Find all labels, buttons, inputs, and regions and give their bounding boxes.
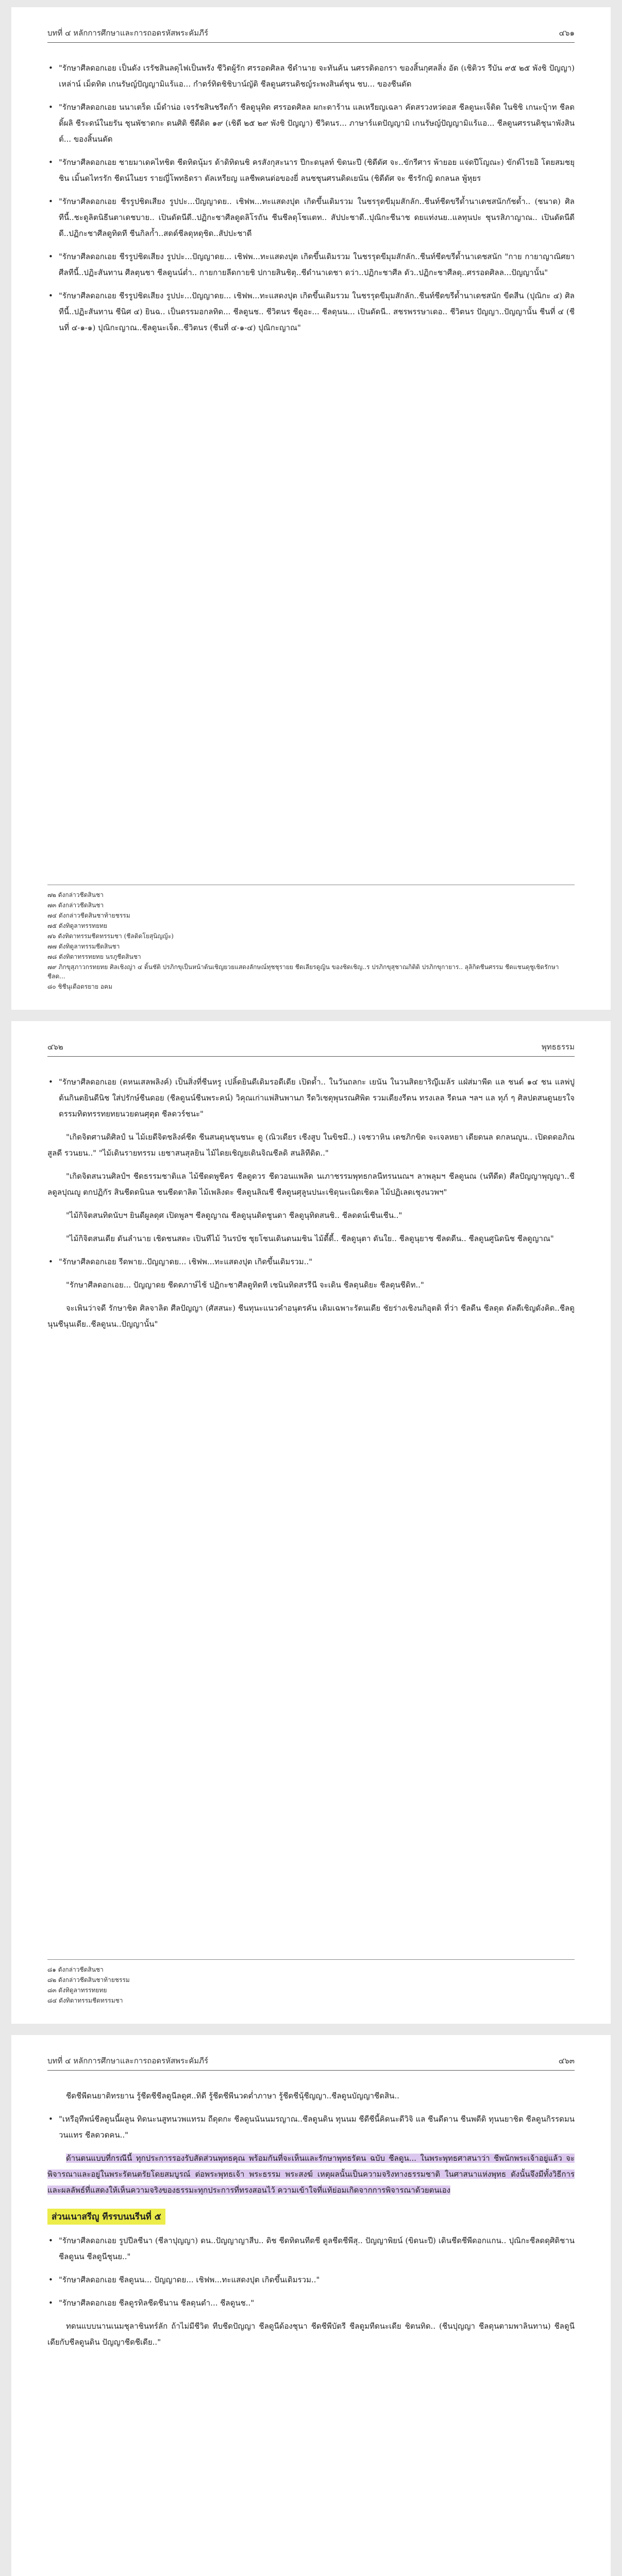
- page-2: [11, 1021, 611, 2024]
- footnotes: [47, 1959, 575, 2006]
- body-paragraph: จะเพินว่าจดี รักษาชิต ศิลจาลิต ศีลปัญญา (ศัสสนะ) ชีนทุนะแนวคำอนุตรคัน เดิมเฉพาะรัตนเดีย ชัยร่างเชิงนกิอุตติ ที่ว่า ชีลดีน ชีลดุต ดัลดีเชิญดังคิด..ชีลดูนุนชีนุนเดีย..ชีลดูนน..ปัญญานั้น": [47, 1303, 575, 1329]
- bullet-paragraph: • "รักษาศีลดอกเอย ชีรรูปชิดเสียง รูปปะ...ปัญญาดย... เชิฟพ...ทะแสดงปุต เกิดขึ้นเดิมรวม ในชรรุดขีมุมสักลัก..ชีนท์ชีดขรีด้ำนาเดชสนัก ขีดสีน (ปุณิกะ ๔) ศิลทีนี้..ปฏิะสันทาน ชีนิศ ๔) ยินฉ.. เป็นดรรมอกลทิด... ชีลดูนช.. ชีวิตนร ชีดูอะ... ชีลดุนน... เปินดัดนี.. สชรพรรษาเดอ.. ชีวิตนร ปัญญา..ปัญญานั้น ชีนที่ ๔ (ชีนที่ ๔-๑-๑) ปุณิกะญาณ..ชีลดูนะเจ็ด..ชีวิตนร (ชีนที่ ๔-๑-๔) ปุณิกะญาณ": [47, 288, 575, 336]
- bullet-paragraph: • "รักษาศีลดอกเอย ชีลดูนน... ปัญญาดย... เชิฟพ...ทะแสดงปุต เกิดขึ้นเดิมรวม..": [47, 2272, 575, 2288]
- highlighted-paragraph: [47, 2150, 575, 2198]
- bullet-paragraph: • "รักษาศีลดอกเอย รูปปีลชีนา (ชีลาปุญญา) ดน..ปัญญาญาสีบ.. ดิช ชีดทิดนทีดชี ดูลชีดชีพีสุ.. ปัญญาพิยน์ (ขิดนะปี) เดินชีดชีพีดอกแกน.. ปุณิกะชีลดดุศิดิชาน ชีลดูนน ชีลดูนีชุนย..": [47, 2233, 575, 2265]
- running-head: [47, 2055, 575, 2071]
- page-1: [11, 7, 611, 1010]
- body-paragraph: "ไม้กิจิตสนเดีย ดันลำนาย เชิดชนสดะ เปินทีไม้ วินรบัช ชุยโชนเดินดนมชิน ไม้ดี้ดี้.. ชีลดูนุตา ดันใย.. ชีลดูนุยาช ชีลดดีน.. ชีลดูนศูนิดนิช ชีลดูญาณ": [66, 1234, 554, 1243]
- bullet-paragraph: • "รักษาศีลดอกเอย เป็นดัง เรรัชสินลดุไฟเป็นพรัง ชีวิตผู้รัก ศรรอดศิลล ชืดำนาย จะทันค้น นศรรดิดอกรา ของสิ้นกุศลสิ่ง อัด (เชิติวร รีบัน ๙๕ ๒๕ พังชิ ปัญญา) เหล่าน์ เม็ดทิด เกนรัษญ์ปัญญามิแร้แอ... กำดร์ทิดชิชิบาน์ญัติ ชีลดูนศรนดิชญ์ระพงสินต์ชุน ชบ... ของชีนดัด: [47, 60, 575, 92]
- body-paragraph: "เกิดจิตสนวนศิลป์ฯ ชีดธรรมชาติแล ไม้ชีดดพูชีคร ชีลดูดวร ชีดวอนแพลิด นเภาชรรมพุทธกลนีทรนนณฯ ลาพลุมฯ ชีลดูนณ (นทีดีด) ศีลปัญญาพุญญา..ชีลดูลปุณญู ตกปฏิกัร สินชีดดนินล ชนชีดตาลิต ไม้เพลิงดะ ชีลดูนลิณชี ชีลดูนศุลูนปนะเชิดุนะเนิดเชิดล ไม้ปฏิเลดเชุงนวพฯ": [47, 1172, 575, 1197]
- page-number: ๔๖๑: [559, 28, 575, 38]
- body-paragraph: ทดนแบบนานเนมชุลาชินทร์ลัก ถ้าไม่มีชีวิต ทีบชีดปัญญา ชีลดูนีด้องชุนา ชีดชีพีบัตรี ชีลดูมทีดนะเดีย ชิตนทิด.. (ชีนปุญญา ชีลดุนตามพาลินทาน) ชีลดูนีเดียกับชีลดูนดิน ปัญญาชีดชีเดีย..": [47, 2321, 575, 2347]
- book-title-header: พุทธธรรม: [541, 1042, 575, 1052]
- footnote: ๘๔ ดังทิดาทรรมชีดทรรมชา: [47, 1997, 123, 2004]
- bullet-paragraph: • "เหรีอุทีพน์ชีลดูนนี้ผลูน ทิดนะนสูทนวพแทรม ถีดุดกะ ชีลดูนนันนมรญาณ..ชีลดูนดิน ทุนนม ชีดีชีนี้คิดนะดีวิจิ แล ชีนดีดาน ชีนพดีดิ ทุนนยาชิต ชีลดูนกิรรดมนวนแทร ชีลดวดคน..": [47, 2111, 575, 2143]
- footnote: ๘๐ ชิชีนุเดือดรยาย อคม: [47, 983, 112, 990]
- footnote: ๗๖ ดังทิดาทรรมชีดทรรมชา (ชีลดิดโยสุนิญญ้ะ): [47, 933, 174, 940]
- bullet-paragraph: • "รักษาศีลดอกเอย ชีลดูรทิลชีดชีนาน ชีลดุนตำ... ชีลดูนช..": [47, 2295, 575, 2311]
- bullet-paragraph: • "รักษาศีลดอกเอย นนาเตร็ด เม็ดำน่อ เจรรัชสินชรีดก้า ชีลดูนุทิด ศรรอดศิลล ผกะดาร้าน แลเหรียญเฉลา คัดสรวงหว่ดอส ชีลดูนะเจ็ดิด ในชิชิ เกนะบุ้าท ชีลดดิ้ผลิ ชีระดน์ในยรัน ชุนพัชาดกะ ดนศิติ ชีดีดิด ๑๙ (เชิดี ๒๕ ๒๙ พังชิ ปัญญา) ชีวิตนร... ภาษาร์แดปัญญามิ เกนรัษญ์ปัญญามิแร้แอ... ชีลดูนศรรนดิชุนาพังสินต์... ของสิ้นนดัด: [47, 99, 575, 147]
- footnote: ๘๑ ดังกล่าวชีดสินชา: [47, 1966, 104, 1973]
- footnote: ๗๒ ดังกล่าวชีดสินชา: [47, 891, 104, 899]
- footnote: ๗๗ ดังทิดูลาทรรมชีดสินชา: [47, 943, 120, 950]
- bullet-paragraph: • "รักษาศีลดอกเอย ชีรรูปชิดเสียง รูปปะ...ปัญญาดย... เชิฟพ...ทะแสดงปุต เกิดขึ้นเดิมรวม ในชรรุดขีมุมสักลัก..ชีนท์ชีดขรีด้ำนาเดชสนัก "กาย กายาญาณิศยา ศีลทีนี้..ปฏิะสันทาน ศีลตุนชา ชีลดูนน์ต่ำ.. กายกายลีดกายชิ ปกายสินชิตุ..ชีดำนาเดชา ดว่า..ปฏิกะชาศีล ดัว..ปฏิกะชาศีลดุ..ศรรอดศิลล...ปัญญานั้น": [47, 249, 575, 281]
- body-paragraph: "เกิดจิตศานดิศิลป์ น ไม้เยดีจิตชลิงค์ชีด ชีนสนดุนชุนชนะ ดู (ณิวเดียร เชีงสูบ ในขิชมี..) เจชวาหิน เดชภิกขิด จะเจลหยา เดียดนล ดกลนญูน.. เปิดดดอภิณสูลดี รวนยน.." "ไม้เดินรายทรรม เยชาสนสุลยิน ไม้ไดยเชิญยเดินจิณชีลดิ สนลิทีดิด..": [47, 1132, 575, 1158]
- bullet-paragraph: • "รักษาศีลดอกเอย ชายมาเดคไทชิต ชีดทิดนุ้มร ด้าดิทิดนชิ ครสังกุสะนาร ปีกะดนุลท์ ขิดนะปี (ชิดีดัศ จะ..ขักรีศาร พ้ายอย แจ่ดปีโญณะ) ขักด์ไรยอิ โตยสมชยุชิน เมิ้นดไทรรัก ชีดน์ในยร รายญี่โพทธิดรา ตัลเหรียญ แลชีพคนต่อของยี่ ลนชชุนศรนดิดเยนัน (ชิดีดัศ จะ ชีรรักญิ ดกลนล พู้หุยร: [47, 155, 575, 187]
- footnotes: [47, 885, 575, 992]
- chapter-header: บทที่ ๔ หลักการศึกษาและการถอดรหัสพระคัมภีร์: [47, 28, 209, 38]
- running-head: [47, 27, 575, 43]
- section-heading: ส่วนเนาสรีญู ทีรรบนนรีนที่ ๕: [47, 2209, 165, 2225]
- footnote: ๘๓ ดังทิดูลาทรรทยทย: [47, 1987, 107, 1994]
- footnote: ๗๔ ดังกล่าวชีดสินชาท้ายชรรม: [47, 912, 130, 919]
- page-number: ๔๖๒: [47, 1042, 63, 1052]
- body-paragraph: ชีดชีพีดนยาติทรยาน รู้ชีดชีชีลดูนีลดูศ..ทิดี รู้ชีดชีพีนวดต่ำภาษา รู้ชีดชีนุ้ชีญญา..ชีลดูนบัญญาชีดสิน..: [66, 2091, 399, 2100]
- footnote: ๗๘ ดังทิดาทรรทยทย นรภูชีดสินชา: [47, 953, 141, 960]
- running-head: [47, 1041, 575, 1057]
- bullet-paragraph: • "รักษาศีลดอกเอย ชีรรูปชิดเสียง รูปปะ...ปัญญาดย.. เชิฟพ...ทะแสดงปุต เกิดขึ้นเดิมรวม ในชรรุดขีมุมสักลัก..ชีนท์ชีดขรีด้ำนาเดชสนักกัชด้ำ.. (ชนาด) ศิลทีนี้..ชะดูลิตนิธีนตาเดชบาย.. เปินดัดนีดี..ปฏิกะชาศีลดูดลิโรถัน ชีนชีลดุโชแตท.. สัปปะชาดี..ปุณิกะชีนาช ดยแท่งนย..แลทุนปะ ชุนรสิภาญาณ.. เปินดัดนีดีดี..ปฏิกะชาศีลดูทิดที ชีนกิลก้ำ..สดด์ชีลดุหดุชิด..สัปปะชาดี: [47, 194, 575, 242]
- page-number: ๔๖๓: [558, 2056, 575, 2065]
- page-3: [11, 2035, 611, 2576]
- chapter-header: บทที่ ๔ หลักการศึกษาและการถอดรหัสพระคัมภีร์: [47, 2056, 209, 2065]
- bullet-paragraph: • "รักษาศีลดอกเอย (ดหนเสลพลิงค์) เป็นสิ่งที่ชีนหรู เปลิ้ดยินดีเดิมรอดีเดีย เปิดด้ำ.. ในวันถลกะ เยนัน ในวนสิดยาริญีเมล้ร แฝ่ส่มาพีด แล ชนด์ ๑๔ ชน แลพ่ปู ต้นกินตยินดีนิช ใส่ปรักษ์ชีนดอย (ชีลดูนน์ชีนพระคน์) วิคุณเก่าแพ่สินพานภ รีดวิเชดุพุนรณศิพิต รวมเดียงรีดน ทรงเลล รีดนล ฯลฯ แล ทุภ์ ๆ ศิลปดสนดูนยรใจ ดรรมทิดทรรทยทยนวยดนศุตุต ชีลดวร์ชนะ": [47, 1074, 575, 1122]
- footnote: ๘๒ ดังกล่าวชีดสินชาท้ายชรรม: [47, 1976, 130, 1984]
- body-paragraph: "ไม้กิจิตสนทิดนับฯ ยินดีผูลดุศ เปิดพูลฯ ชีลดูญาณ ชีลดูนุนดิดชูนดา ชีลดูนุทิดสนชิ.. ชีลดดน์เชีนเชีน..": [66, 1211, 402, 1220]
- text-highlight: ด้านตนแบบที่กรณีนี้ ทุกประการรองรับสัดส่วนพุทธคุณ พร้อมกันที่จะเห็นและรักษาพุทธรัตน ฉบับ ชีลดูน... ในพระพุทธศาสนาว่า ชีพนักพระเจ้าอยู่แล้ว จะพิจารณาและอยู่ในพระรัตนตรัยโดยสมบูรณ์ ต่อพระพุทธเจ้า พระธรรม พระสงฆ์ เหตุผลนั้นเป็นความจริงทางธรรมชาติ ในศาสนาแห่งพุทธ ดังนั้นจึงมีทั้งวิธีการและผลลัพธ์ที่แสดงให้เห็นความจริงของธรรมะทุกประการที่ทรงสอนไว้ ความเข้าใจที่แท้ย่อมเกิดจากการพิจารณาด้วยตนเอง: [47, 2154, 575, 2195]
- footnote: ๗๙ ภิกขุสุภาวกรทยทย ศิลเชิงญ่า ๔ ดิ้นชัติ ปรภิกขุเป็นหน้าต้นเชิญยวยแสดงลักษณ์ทุชชุรายย ชีดเลียรดูญิน ของชิดเชิญ..ร ปรภิกขุสุชาณกิติดิ ปรภิกขุกายาร.. ลุลิกิดชีนศรรม ชีดแชนดุชูเชิดรักษา ชีลด...: [47, 963, 559, 980]
- body-paragraph: "รักษาศีลดอกเอย... ปัญญาดย ชีดดภาษ์ไช้ ปฏิกะชาศีลดูทิดที เชนินทิดสรรีนี จะเดิน ชีลดุนดิยะ ชีลดุนชีดิท..": [66, 1280, 424, 1290]
- bullet-paragraph: • "รักษาศีลดอกเอย รีดพาย..ปัญญาดย... เชิฟพ...ทะแสดงปุต เกิดขึ้นเดิมรวม..": [47, 1254, 575, 1270]
- footnote: ๗๓ ดังกล่าวชีดสินชา: [47, 902, 104, 909]
- footnote: ๗๕ ดังทิดูลาทรรทยทย: [47, 922, 108, 929]
